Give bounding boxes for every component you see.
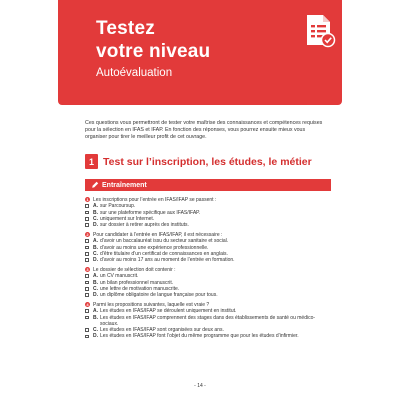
question-text: Le dossier de sélection doit contenir : bbox=[93, 266, 176, 273]
question-list bbox=[85, 197, 333, 343]
question-text: Parmi les propositions suivantes, laquelle est vraie ? bbox=[93, 301, 210, 308]
option-row bbox=[85, 222, 333, 228]
option-text: sur une plateforme spécifique aux IFAS/IFAP. bbox=[100, 209, 201, 216]
exercise-bar bbox=[85, 179, 331, 191]
option-letter: A. bbox=[93, 203, 98, 210]
option-text: d’avoir un baccalauréat issu du secteur sanitaire et social. bbox=[100, 238, 229, 245]
answer-checkbox[interactable] bbox=[85, 239, 89, 243]
option-letter: D. bbox=[93, 292, 98, 299]
question-number: 3 bbox=[86, 266, 89, 272]
option-letter: D. bbox=[93, 257, 98, 264]
option-letter: A. bbox=[93, 308, 98, 315]
option-letter: B. bbox=[93, 244, 98, 251]
header-banner bbox=[58, 0, 342, 105]
option-text: Les études en IFAS/IFAP comprennent des stages dans des établissements de santé ou médico-sociaux. bbox=[100, 314, 316, 327]
question-number: 2 bbox=[86, 231, 89, 237]
option-text: d’être titulaire d’un certificat de connaissances en anglais. bbox=[100, 250, 228, 257]
question-number: 1 bbox=[86, 197, 89, 202]
option-text: sur dossier à retirer auprès des instituts. bbox=[100, 222, 189, 229]
answer-checkbox[interactable] bbox=[85, 246, 89, 250]
answer-checkbox[interactable] bbox=[85, 274, 89, 278]
answer-checkbox[interactable] bbox=[85, 316, 89, 320]
question-4 bbox=[85, 302, 333, 340]
title-line-2: votre niveau bbox=[96, 41, 211, 62]
option-letter: C. bbox=[93, 327, 98, 334]
answer-checkbox[interactable] bbox=[85, 293, 89, 297]
subtitle: Autoévaluation bbox=[96, 67, 173, 79]
option-text: Les études en IFAS/IFAP se déroulent uniquement en institut. bbox=[100, 308, 237, 315]
page-number: - 14 - bbox=[194, 383, 206, 389]
answer-checkbox[interactable] bbox=[85, 287, 89, 291]
option-text: d’avoir au moins 17 ans au moment de l’entrée en formation. bbox=[100, 257, 235, 264]
option-text: un bilan professionnel manuscrit. bbox=[100, 279, 174, 286]
option-text: sur Parcoursup. bbox=[100, 203, 136, 210]
option-text: Les études en IFAS/IFAP font l’objet du même programme que pour les études d’infirmier. bbox=[100, 333, 299, 340]
option-text: d’avoir au moins une expérience professionnelle. bbox=[100, 244, 209, 251]
option-row bbox=[85, 315, 333, 328]
title-line-1: Testez bbox=[96, 18, 155, 39]
section-heading bbox=[85, 153, 312, 170]
pencil-icon bbox=[91, 181, 99, 189]
answer-checkbox[interactable] bbox=[85, 252, 89, 256]
exercise-label: Entraînement bbox=[102, 181, 147, 189]
option-row bbox=[85, 292, 333, 298]
checklist-document-icon bbox=[304, 14, 336, 48]
option-letter: B. bbox=[93, 279, 98, 286]
option-text: Les études en IFAS/IFAP sont organisées sur deux ans. bbox=[100, 327, 224, 334]
option-text: un diplôme obligatoire de langue française pour tous. bbox=[100, 292, 218, 299]
intro-paragraph: Ces questions vous permettront de tester votre maîtrise des connaissances et compétences requises pour la sélection en IFAS et IFAP. En fonction des réponses, vous pourrez ensuite mieux vous organiser pour tirer le meilleur profit de cet ouvrage. bbox=[85, 120, 323, 140]
option-letter: D. bbox=[93, 222, 98, 229]
option-text: uniquement sur Internet. bbox=[100, 215, 155, 222]
question-number: 4 bbox=[86, 301, 89, 307]
question-1 bbox=[85, 197, 333, 228]
option-text: une lettre de motivation manuscrite. bbox=[100, 285, 180, 292]
answer-checkbox[interactable] bbox=[85, 258, 89, 262]
option-letter: C. bbox=[93, 250, 98, 257]
option-letter: D. bbox=[93, 333, 98, 340]
option-letter: C. bbox=[93, 215, 98, 222]
option-letter: A. bbox=[93, 238, 98, 245]
option-letter: B. bbox=[93, 314, 98, 321]
section-number: 1 bbox=[85, 154, 98, 169]
option-letter: A. bbox=[93, 273, 98, 280]
option-row bbox=[85, 257, 333, 263]
answer-checkbox[interactable] bbox=[85, 217, 89, 221]
answer-checkbox[interactable] bbox=[85, 328, 89, 332]
option-letter: C. bbox=[93, 285, 98, 292]
question-text: Les inscriptions pour l’entrée en IFAS/IFAP se passent : bbox=[93, 197, 217, 203]
option-letter: B. bbox=[93, 209, 98, 216]
answer-checkbox[interactable] bbox=[85, 309, 89, 313]
question-text: Pour candidater à l’entrée en IFAS/IFAP, il est nécessaire : bbox=[93, 231, 223, 238]
answer-checkbox[interactable] bbox=[85, 204, 89, 208]
answer-checkbox[interactable] bbox=[85, 211, 89, 215]
answer-checkbox[interactable] bbox=[85, 281, 89, 285]
option-row bbox=[85, 333, 333, 339]
option-text: un CV manuscrit. bbox=[100, 273, 139, 280]
question-2 bbox=[85, 232, 333, 263]
answer-checkbox[interactable] bbox=[85, 335, 89, 339]
answer-checkbox[interactable] bbox=[85, 223, 89, 227]
question-3 bbox=[85, 267, 333, 298]
section-title: Test sur l’inscription, les études, le métier bbox=[103, 155, 312, 168]
